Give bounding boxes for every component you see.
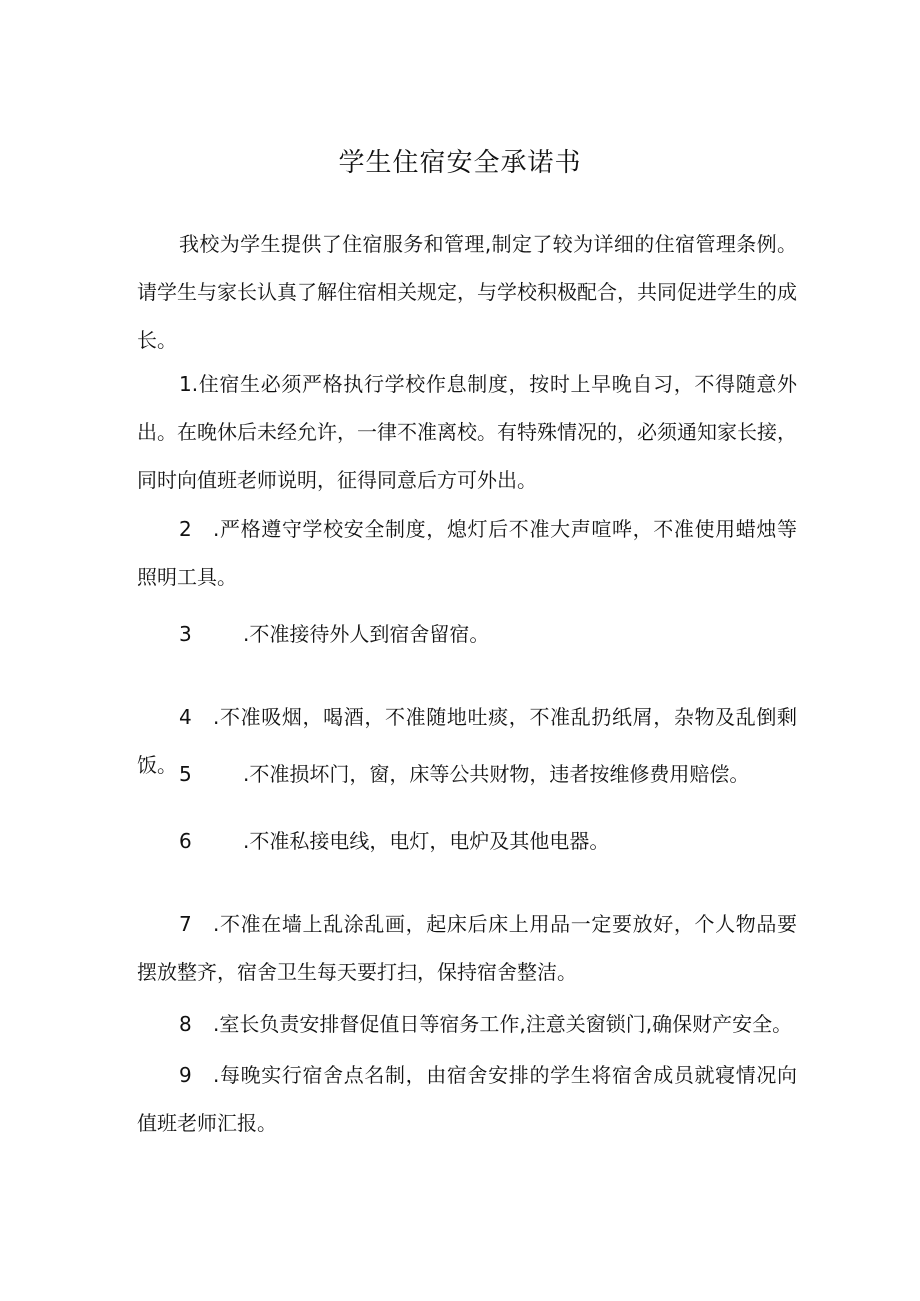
- rule-number: 6: [179, 829, 192, 853]
- rule-number: 3: [179, 622, 192, 646]
- rule-text: .每晚实行宿舍点名制，由宿舍安排的学生将宿舍成员就寝情况向值班老师汇报。: [137, 1063, 797, 1135]
- rule-number: 1: [179, 372, 192, 396]
- rule-number: 2: [179, 517, 192, 541]
- rule-item-5: [137, 750, 797, 798]
- rule-number: 4: [179, 705, 192, 729]
- rule-text: .不准私接电线，电灯，电炉及其他电器。: [243, 829, 610, 853]
- rule-item-6: [137, 817, 797, 865]
- rule-number: 7: [179, 912, 192, 936]
- rule-number: 5: [179, 762, 192, 786]
- page-title: 学生住宿安全承诺书: [338, 148, 582, 178]
- rule-item-1: [137, 360, 797, 504]
- rule-item-8: [137, 1000, 797, 1048]
- intro-paragraph: 我校为学生提供了住宿服务和管理,制定了较为详细的住宿管理条例。请学生与家长认真了解住宿相关规定，与学校积极配合，共同促进学生的成长。: [137, 232, 797, 352]
- rule-text: .严格遵守学校安全制度，熄灯后不准大声喧哗，不准使用蜡烛等照明工具。: [137, 517, 797, 589]
- rule-text: .住宿生必须严格执行学校作息制度，按时上早晚自习，不得随意外出。在晚休后未经允许，一律不准离校。有特殊情况的，必须通知家长接，同时向值班老师说明，征得同意后方可外出。: [137, 372, 797, 492]
- rule-text: .不准接待外人到宿舍留宿。: [243, 622, 490, 646]
- rule-text: .不准在墙上乱涂乱画，起床后床上用品一定要放好，个人物品要摆放整齐，宿舍卫生每天要打扫，保持宿舍整洁。: [137, 912, 797, 984]
- rule-item-9: [137, 1051, 797, 1147]
- rule-item-7: [137, 900, 797, 996]
- rule-text: .室长负责安排督促值日等宿务工作,注意关窗锁门,确保财产安全。: [213, 1012, 793, 1036]
- rule-number: 9: [179, 1063, 192, 1087]
- rule-item-3: [137, 610, 797, 658]
- rule-number: 8: [179, 1012, 192, 1036]
- rule-text: .不准损坏门，窗，床等公共财物，违者按维修费用赔偿。: [243, 762, 750, 786]
- rule-text: .不准吸烟，喝酒，不准随地吐痰，不准乱扔纸屑，杂物及乱倒剩饭。: [137, 705, 797, 777]
- rule-item-2: [137, 505, 797, 601]
